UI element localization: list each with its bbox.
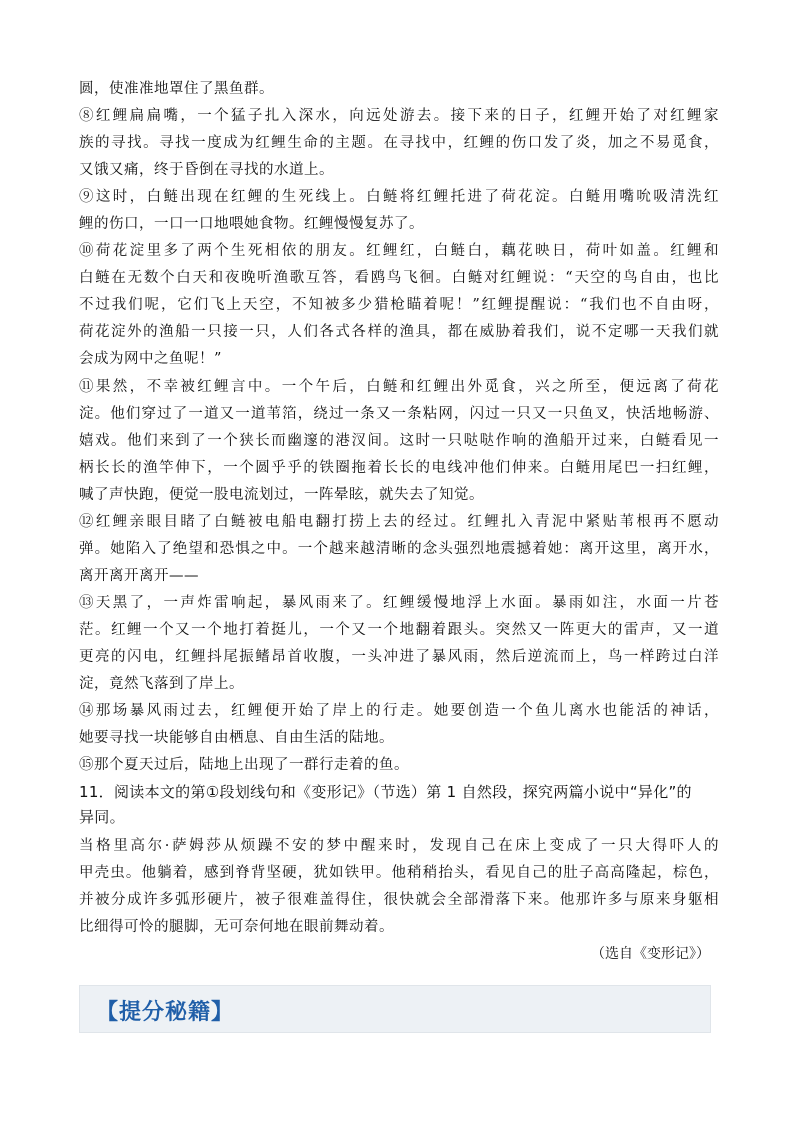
excerpt-line: 甲壳虫。他躺着，感到脊背坚硬，犹如铁甲。他稍稍抬头，看见自己的肚子高高隆起，棕色， bbox=[79, 865, 719, 881]
question-text: 11．阅读本文的第①段划线句和《变形记》（节选）第 1 自然段，探究两篇小说中“异化”的 bbox=[79, 783, 692, 801]
story-line: 不过我们呢，它们飞上天空，不知被多少猎枪瞄着呢！”红鲤提醒说：“我们也不自由呀， bbox=[79, 297, 719, 313]
excerpt-line: 当格里高尔·萨姆莎从烦躁不安的梦中醒来时，发现自己在床上变成了一只大得吓人的 bbox=[79, 838, 719, 854]
story-line: 茫。红鲤一个又一个地打着挺儿，一个又一个地翻着跟头。突然又一阵更大的雷声，又一道 bbox=[79, 622, 719, 638]
excerpt-line: 比细得可怜的腿脚，无可奈何地在眼前舞动着。 bbox=[79, 919, 394, 935]
story-line: 族的寻找。寻找一度成为红鲤生命的主题。在寻找中，红鲤的伤口发了炎，加之不易觅食， bbox=[79, 135, 719, 151]
story-line: 荷花淀外的渔船一只接一只，人们各式各样的渔具，都在威胁着我们，说不定哪一天我们就 bbox=[79, 324, 719, 340]
question-text-continued: 异同。 bbox=[79, 808, 125, 826]
story-line: ⑮那个夏天过后，陆地上出现了一群行走着的鱼。 bbox=[79, 757, 409, 773]
story-line: 弹。她陷入了绝望和恐惧之中。一个越来越清晰的念头强烈地震撼着她：离开这里，离开水， bbox=[79, 541, 719, 557]
story-line: 离开离开离开—— bbox=[79, 568, 199, 584]
story-line: ⑬天黑了，一声炸雷响起，暴风雨来了。红鲤缓慢地浮上水面。暴雨如注，水面一片苍 bbox=[79, 595, 719, 611]
story-line: ⑧红鲤扁扁嘴，一个猛子扎入深水，向远处游去。接下来的日子，红鲤开始了对红鲤家 bbox=[79, 108, 719, 124]
story-line: 会成为网中之鱼呢！” bbox=[79, 351, 222, 367]
story-line: 柄长长的渔竿伸下，一个圆乎乎的铁圈拖着长长的电线冲他们伸来。白鲢用尾巴一扫红鲤， bbox=[79, 460, 719, 476]
story-line: ⑭那场暴风雨过去，红鲤便开始了岸上的行走。她要创造一个鱼儿离水也能活的神话， bbox=[79, 703, 719, 719]
story-line: 又饿又痛，终于昏倒在寻找的水道上。 bbox=[79, 162, 334, 178]
story-line: 淀。他们穿过了一道又一道苇箔，绕过一条又一条粘网，闪过一只又一只鱼叉，快活地畅游、 bbox=[79, 406, 719, 422]
story-line: 鲤的伤口，一口一口地喂她食物。红鲤慢慢复苏了。 bbox=[79, 216, 424, 232]
story-line: ⑫红鲤亲眼目睹了白鲢被电船电翻打捞上去的经过。红鲤扎入青泥中紧贴苇根再不愿动 bbox=[79, 514, 719, 530]
story-line: 白鲢在无数个白天和夜晚听渔歌互答，看鸥鸟飞徊。白鲢对红鲤说：“天空的鸟自由，也比 bbox=[79, 270, 719, 286]
story-line: 她要寻找一块能够自由栖息、自由生活的陆地。 bbox=[79, 730, 394, 746]
story-line: ⑩荷花淀里多了两个生死相依的朋友。红鲤红，白鲢白，藕花映日，荷叶如盖。红鲤和 bbox=[79, 243, 719, 259]
story-line: 嬉戏。他们来到了一个狭长而幽邃的港汊间。这时一只哒哒作响的渔船开过来，白鲢看见一 bbox=[79, 433, 719, 449]
story-line: 圆，使准准地罩住了黑鱼群。 bbox=[79, 81, 274, 97]
excerpt-source: （选自《变形记》） bbox=[591, 946, 710, 962]
story-line: ⑪果然，不幸被红鲤言中。一个午后，白鲢和红鲤出外觅食，兴之所至，便远离了荷花 bbox=[79, 379, 719, 395]
excerpt-line: 并被分成许多弧形硬片，被子很难盖得住，很快就会全部滑落下来。他那许多与原来身躯相 bbox=[79, 892, 719, 908]
section-banner bbox=[79, 985, 711, 1033]
story-line: 更亮的闪电，红鲤抖尾振鳍昂首收腹，一头冲进了暴风雨，然后逆流而上，鸟一样跨过白洋 bbox=[79, 649, 719, 665]
story-line: 淀，竟然飞落到了岸上。 bbox=[79, 676, 244, 692]
section-banner-title: 【提分秘籍】 bbox=[96, 1000, 235, 1025]
story-line: 喊了声快跑，便觉一股电流划过，一阵晕眩，就失去了知觉。 bbox=[79, 487, 484, 503]
story-line: ⑨这时，白鲢出现在红鲤的生死线上。白鲢将红鲤托进了荷花淀。白鲢用嘴吮吸清洗红 bbox=[79, 189, 719, 205]
